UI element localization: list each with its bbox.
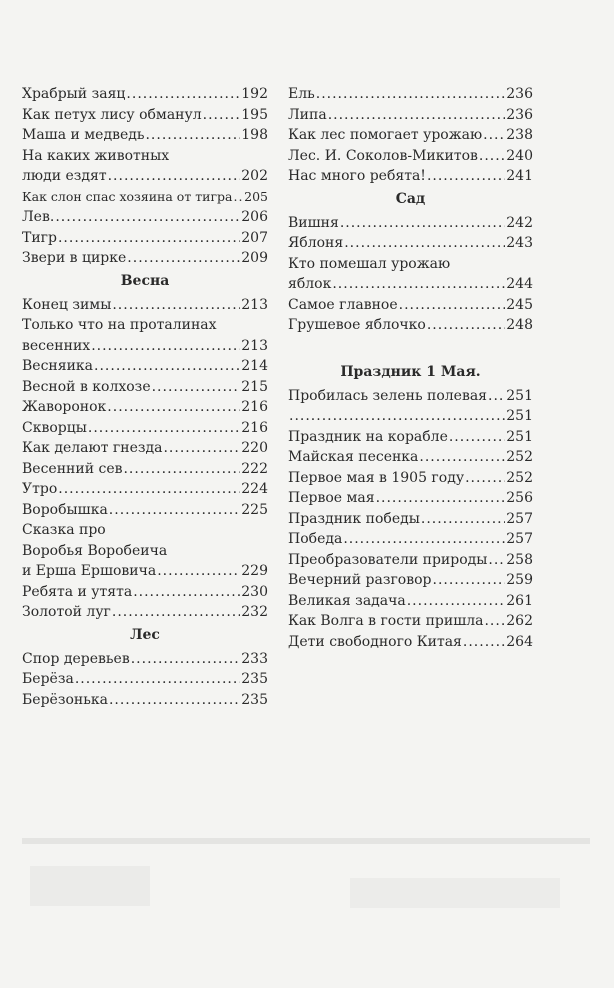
toc-entry-title: Лев.: [22, 209, 55, 225]
toc-entry-title: Майская песенка: [288, 449, 419, 465]
toc-page-number: 235: [241, 671, 268, 687]
toc-entry-title: люди ездят: [22, 168, 107, 184]
dot-leader: [109, 690, 240, 711]
toc-entry-title: Праздник победы: [288, 510, 420, 527]
toc-entry: [22, 479, 268, 500]
toc-page-number: 236: [506, 86, 533, 102]
dot-leader: [107, 397, 240, 418]
toc-entry-title: Преобразователи природы: [288, 551, 488, 568]
toc-entry: [288, 233, 533, 254]
toc-entry-title: Самое главное: [288, 296, 398, 313]
toc-page-number: 215: [241, 378, 268, 395]
dot-leader: [483, 125, 505, 146]
dot-leader: [419, 447, 505, 468]
toc-entry-title: яблок: [288, 276, 332, 292]
toc-page-number: 214: [241, 358, 268, 374]
toc-column-right: [288, 84, 533, 652]
toc-page-number: 252: [506, 449, 533, 465]
dot-leader: [157, 561, 240, 582]
toc-page-number: 245: [506, 296, 533, 313]
toc-page-number: 206: [241, 209, 268, 225]
toc-page-number: 248: [506, 317, 533, 333]
toc-entry-title: Берёзонька: [22, 691, 108, 708]
dot-leader: [488, 550, 505, 571]
section-heading: Лес: [130, 626, 160, 643]
toc-page-number: 224: [241, 481, 268, 497]
toc-entry-title: Весняика: [22, 358, 94, 374]
toc-entry: [22, 397, 268, 418]
dot-leader: [484, 611, 505, 632]
toc-page-number: 236: [506, 106, 533, 123]
toc-entry-title: Золотой луг: [22, 604, 111, 620]
toc-entry: [288, 488, 533, 509]
dot-leader: [91, 336, 240, 357]
toc-page-number: 235: [241, 691, 268, 708]
toc-page-number: 244: [506, 276, 533, 292]
dot-leader: [449, 427, 505, 448]
dot-leader: [316, 84, 506, 105]
toc-entry-title: На каких животных: [22, 147, 170, 164]
dot-leader: [479, 146, 505, 167]
dot-leader: [123, 459, 240, 480]
toc-page-number: 202: [241, 168, 268, 184]
dot-leader: [343, 529, 505, 550]
dot-leader: [332, 274, 505, 295]
toc-entry: [22, 582, 268, 603]
dot-leader: [55, 207, 240, 228]
dot-leader: [109, 500, 240, 521]
toc-entry-title: и Ерша Ершовича: [22, 563, 157, 579]
toc-entry-title: Вечерний разговор: [288, 572, 432, 588]
toc-page-number: 240: [506, 147, 533, 164]
toc-entry: [288, 213, 533, 234]
toc-entry: [288, 550, 533, 571]
toc-entry-title: Великая задача: [288, 592, 406, 609]
toc-entry-title: Воробья Воробеича: [22, 542, 168, 559]
toc-page-number: 258: [506, 551, 533, 568]
toc-entry: [288, 105, 533, 126]
toc-entry: [22, 356, 268, 377]
toc-entry: [22, 84, 268, 105]
section-heading: Сад: [395, 190, 426, 207]
toc-entry: [22, 228, 268, 249]
dot-leader: [131, 649, 241, 670]
toc-page-number: 198: [241, 127, 268, 143]
toc-page-number: 251: [506, 387, 533, 404]
toc-page-number: 207: [241, 229, 268, 246]
toc-entry-title: Яблоня: [288, 235, 344, 251]
dot-leader: [88, 418, 240, 439]
toc-page-number: 257: [506, 510, 533, 527]
toc-entry-title: Весной в колхозе: [22, 378, 151, 395]
toc-entry: [288, 295, 533, 316]
dot-leader: [112, 295, 240, 316]
toc-entry-title: Храбрый заяц: [22, 86, 126, 102]
toc-entry-title: Скворцы: [22, 419, 87, 436]
toc-entry: [288, 254, 533, 295]
dot-leader: [427, 315, 505, 336]
toc-entry-title: Воробышка: [22, 501, 108, 518]
dot-leader: [58, 479, 240, 500]
toc-page-number: 220: [241, 440, 268, 456]
toc-entry-title: Дети свободного Китая: [288, 633, 462, 650]
toc-entry-title: Как делают гнезда: [22, 440, 163, 456]
dot-leader: [328, 105, 506, 126]
dot-leader: [94, 356, 240, 377]
toc-entry: [22, 207, 268, 228]
toc-page-number: 251: [506, 408, 533, 424]
toc-entry: [288, 611, 533, 632]
dot-leader: [421, 509, 505, 530]
toc-entry-title: Как лес помогает урожаю: [288, 127, 483, 143]
dot-leader: [433, 570, 506, 591]
toc-page-number: 225: [241, 501, 268, 518]
toc-page-number: 259: [506, 572, 533, 588]
toc-entry-title: Как петух лису обманул: [22, 106, 202, 123]
toc-entry: [288, 84, 533, 105]
toc-entry: [22, 649, 268, 670]
toc-page-number: 216: [241, 399, 268, 415]
show-through-block: [30, 866, 150, 906]
toc-entry-title: Тигр: [22, 229, 57, 246]
toc-entry-title: Победа: [288, 531, 343, 547]
toc-entry-title: Как Волга в гости пришла: [288, 613, 484, 629]
toc-entry-title: Праздник на корабле: [288, 428, 448, 445]
dot-leader: [108, 166, 241, 187]
toc-entry: [288, 427, 533, 448]
toc-entry-title: Сказка про: [22, 522, 106, 538]
dot-leader: [399, 295, 506, 316]
dot-leader: [203, 105, 241, 126]
toc-entry: [22, 248, 268, 269]
toc-page-number: 241: [506, 168, 533, 184]
show-through-band: [22, 838, 590, 844]
toc-page-number: 256: [506, 490, 533, 506]
toc-page-number: 205: [244, 188, 268, 204]
toc-entry-title: Нас много ребята!: [288, 168, 426, 184]
dot-leader: [463, 632, 505, 653]
toc-page-number: 222: [241, 460, 268, 477]
toc-entry-title: Лес. И. Соколов-Микитов: [288, 147, 478, 164]
toc-entry: [288, 146, 533, 167]
toc-entry: [22, 377, 268, 398]
toc-column-left: [22, 84, 268, 710]
toc-entry: [22, 602, 268, 623]
dot-leader: [127, 248, 240, 269]
toc-entry: [22, 125, 268, 146]
toc-entry: [22, 500, 268, 521]
toc-entry-title: Маша и медведь: [22, 127, 145, 143]
toc-entry-title: Кто помешал урожаю: [288, 255, 451, 272]
dot-leader: [126, 84, 240, 105]
toc-entry-title: весенних: [22, 337, 91, 354]
toc-entry: [22, 438, 268, 459]
toc-page-number: 238: [506, 127, 533, 143]
toc-page-number: 243: [506, 235, 533, 251]
toc-page-number: 232: [241, 604, 268, 620]
dot-leader: [340, 213, 505, 234]
toc-page-number: 192: [241, 86, 268, 102]
toc-entry-title: Утро: [22, 481, 58, 497]
toc-page-number: 242: [506, 214, 533, 231]
toc-entry-title: Первое мая в 1905 году: [288, 469, 465, 486]
dot-leader: [289, 406, 505, 427]
toc-entry-title: Звери в цирке: [22, 250, 127, 266]
toc-entry: [22, 669, 268, 690]
dot-leader: [75, 669, 240, 690]
toc-entry-title: Ель: [288, 86, 315, 102]
toc-page-number: 252: [506, 469, 533, 486]
toc-page-number: 230: [241, 583, 268, 600]
toc-entry: [288, 166, 533, 187]
dot-leader: [145, 125, 240, 146]
toc-page-number: 213: [241, 296, 268, 313]
toc-entry: [22, 418, 268, 439]
toc-entry-title: Грушевое яблочко: [288, 317, 426, 333]
toc-entry-title: Пробилась зелень полевая: [288, 387, 488, 404]
toc-entry: [22, 105, 268, 126]
toc-entry: [22, 315, 268, 356]
toc-entry-title: Жаворонок: [22, 399, 107, 415]
dot-leader: [58, 228, 240, 249]
toc-page-number: 213: [241, 337, 268, 354]
toc-entry: [288, 509, 533, 530]
toc-entry: [288, 386, 533, 407]
toc-entry: [288, 570, 533, 591]
toc-entry: [288, 315, 533, 336]
dot-leader: [488, 386, 505, 407]
dot-leader: [427, 166, 505, 187]
dot-leader: [407, 591, 506, 612]
toc-entry-title: Конец зимы: [22, 296, 112, 313]
toc-entry: [288, 468, 533, 489]
toc-entry: [22, 295, 268, 316]
toc-page-number: 209: [241, 250, 268, 266]
toc-page-number: 262: [506, 613, 533, 629]
section-heading: Весна: [120, 272, 170, 289]
toc-entry-title: Берёза: [22, 671, 74, 687]
toc-entry: [288, 591, 533, 612]
dot-leader: [133, 582, 240, 603]
toc-page-number: 233: [241, 650, 268, 667]
toc-entry-title: Только что на проталинах: [22, 317, 217, 333]
toc-entry-title: Ребята и утята: [22, 583, 133, 600]
toc-entry-title: Вишня: [288, 214, 339, 231]
dot-leader: [152, 377, 241, 398]
dot-leader: [112, 602, 240, 623]
toc-entry: [288, 529, 533, 550]
toc-entry: [22, 187, 268, 208]
toc-entry: [288, 447, 533, 468]
toc-entry-title: Спор деревьев: [22, 650, 130, 667]
dot-leader: [465, 468, 505, 489]
toc-page-number: 264: [506, 633, 533, 650]
toc-entry-title: Липа: [288, 106, 327, 123]
toc-entry: [288, 125, 533, 146]
toc-page-number: 195: [241, 106, 268, 123]
show-through-logo: [350, 878, 560, 908]
toc-page-number: 257: [506, 531, 533, 547]
dot-leader: [163, 438, 240, 459]
toc-entry-title: Весенний сев: [22, 460, 123, 477]
toc-entry-title: Как слон спас хозяина от тигра: [22, 188, 233, 204]
toc-entry: [288, 406, 533, 427]
toc-entry: [22, 690, 268, 711]
toc-entry-title: Первое мая: [288, 490, 375, 506]
section-heading: Праздник 1 Мая.: [340, 363, 481, 380]
toc-entry: [22, 146, 268, 187]
dot-leader: [376, 488, 506, 509]
toc-entry: [288, 632, 533, 653]
toc-page-number: 216: [241, 419, 268, 436]
toc-entry: [22, 520, 268, 582]
dot-leader: [344, 233, 505, 254]
toc-page-number: 251: [506, 428, 533, 445]
toc-entry: [22, 459, 268, 480]
dot-leader: [233, 187, 243, 208]
toc-page-number: 261: [506, 592, 533, 609]
toc-page-number: 229: [241, 563, 268, 579]
